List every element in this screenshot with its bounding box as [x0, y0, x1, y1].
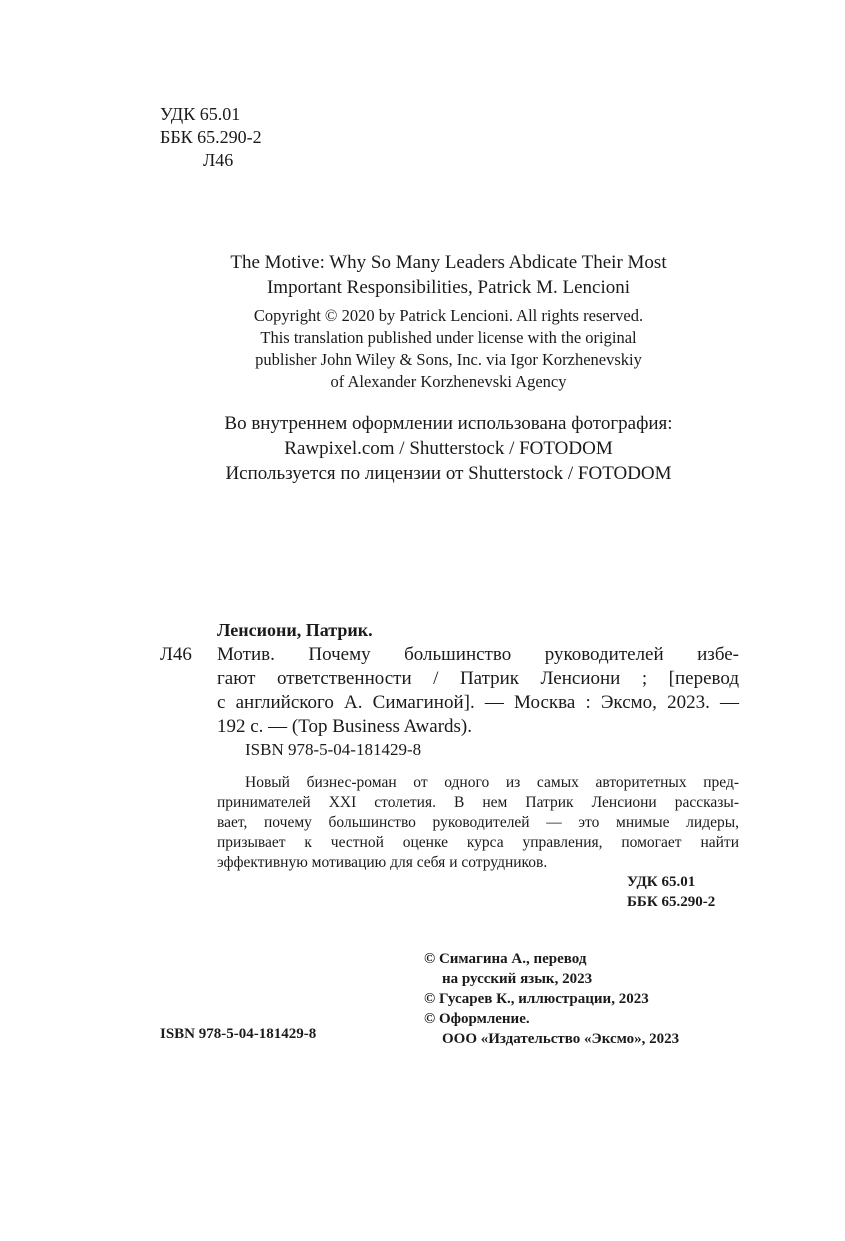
annotation-line: эффективную мотивацию для себя и сотрудников. — [217, 854, 548, 871]
annotation — [217, 773, 739, 873]
annotation-line: призывает к честной оценке курса управления, помогает найти — [217, 834, 739, 851]
copyright-line: This translation published under license with the original — [260, 328, 637, 347]
isbn-bold: ISBN 978-5-04-181429-8 — [160, 1026, 317, 1042]
rights-line: © Гусарев К., иллюстрации, 2023 — [424, 991, 649, 1007]
rights-line: на русский язык, 2023 — [442, 971, 593, 987]
copyright-line: publisher John Wiley & Sons, Inc. via Igor Korzhenevskiy — [255, 350, 642, 369]
bibliographic-description — [217, 643, 739, 739]
original-title-line: Important Responsibilities, Patrick M. Lencioni — [266, 277, 631, 298]
photo-credit-line: Используется по лицензии от Shutterstock / FOTODOM — [225, 463, 672, 484]
original-title — [120, 250, 777, 300]
rights-notice — [424, 949, 679, 1049]
top-classification — [160, 103, 262, 172]
description-line: Мотив. Почему большинство руководителей избе- — [217, 644, 739, 665]
photo-credit-line: Rawpixel.com / Shutterstock / FOTODOM — [284, 438, 613, 459]
isbn-entry: ISBN 978-5-04-181429-8 — [245, 740, 422, 759]
annotation-line: Новый бизнес-роман от одного из самых авторитетных пред- — [245, 774, 739, 791]
rights-line: © Оформление. — [424, 1011, 530, 1027]
description-line: 192 с. — (Top Business Awards). — [217, 716, 472, 737]
author-heading: Ленсиони, Патрик. — [217, 620, 373, 640]
udk-code: УДК 65.01 — [160, 104, 241, 124]
description-line: гают ответственности / Патрик Ленсиони ; [перевод — [217, 668, 739, 689]
description-line: с английского А. Симагиной]. — Москва : Эксмо, 2023. — — [217, 692, 739, 713]
rights-line: ООО «Издательство «Эксмо», 2023 — [442, 1031, 680, 1047]
library-code: Л46 — [160, 644, 192, 665]
annotation-line: вает, почему большинство руководителей — это мнимые лидеры, — [217, 814, 739, 831]
rights-line: © Симагина А., перевод — [424, 951, 587, 967]
photo-credit — [120, 411, 777, 486]
copyright-notice — [120, 305, 777, 393]
copyright-line: Copyright © 2020 by Patrick Lencioni. All rights reserved. — [253, 306, 644, 325]
author-sign: Л46 — [203, 150, 234, 170]
bottom-classification — [627, 872, 715, 912]
bbk-code-bottom: ББК 65.290-2 — [627, 894, 716, 910]
photo-credit-line: Во внутреннем оформлении использована фотография: — [224, 413, 673, 434]
bbk-code: ББК 65.290-2 — [160, 127, 262, 147]
copyright-line: of Alexander Korzhenevski Agency — [330, 372, 567, 391]
udk-code-bottom: УДК 65.01 — [627, 874, 696, 890]
original-title-line: The Motive: Why So Many Leaders Abdicate Their Most — [230, 252, 667, 273]
annotation-line: принимателей XXI столетия. В нем Патрик Ленсиони рассказы- — [217, 794, 739, 811]
